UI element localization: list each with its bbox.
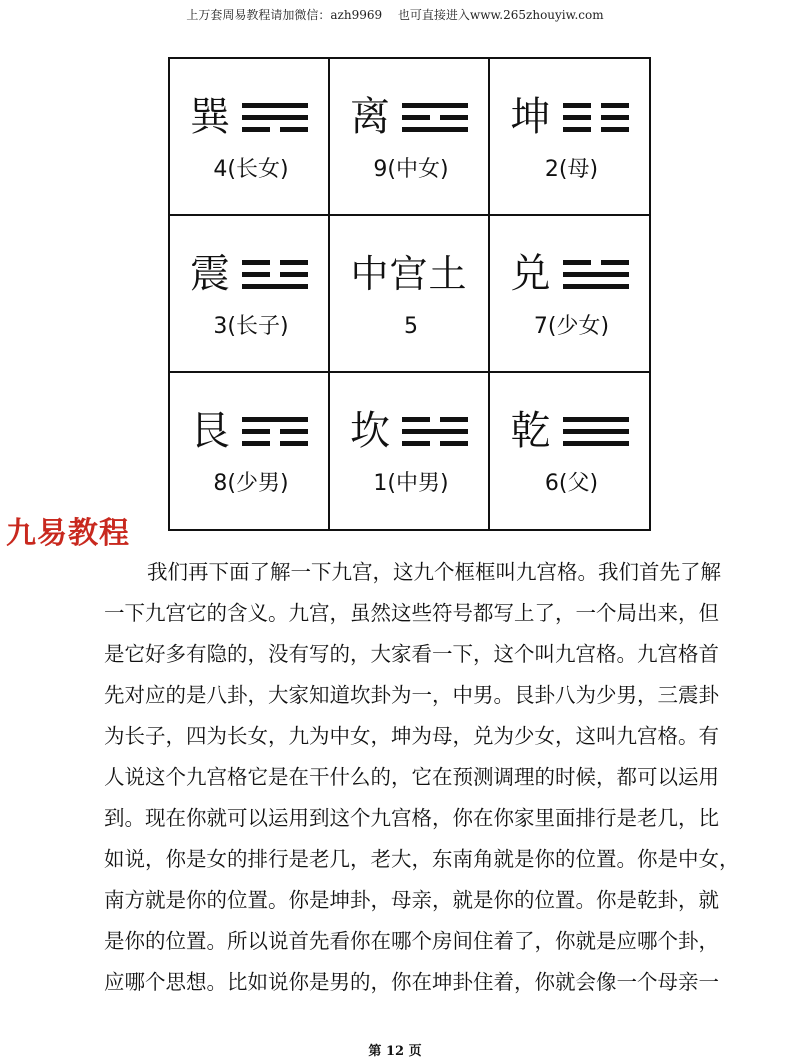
trigram-name: 艮	[190, 408, 230, 454]
palace-number-label: 4(长女)	[213, 157, 289, 182]
trigram-name: 坤	[510, 94, 551, 140]
palace-cell	[490, 59, 649, 216]
palace-cell	[170, 373, 330, 529]
palace-number-label: 3(长子)	[213, 314, 289, 339]
palace-number-label: 1(中男)	[373, 471, 449, 496]
yin-line	[402, 417, 468, 422]
yang-line	[402, 429, 468, 434]
body-line: 到。现在你就可以运用到这个九宫格，你在你家里面排行是老几，比	[104, 806, 719, 830]
yang-line	[242, 284, 308, 289]
yin-line	[242, 260, 308, 265]
trigram-symbol-icon	[242, 260, 308, 289]
center-palace-name: 中宫土	[350, 252, 468, 296]
palace-cell	[330, 373, 490, 529]
palace-number-label: 6(父)	[544, 471, 599, 496]
palace-cell	[490, 373, 649, 529]
body-line: 我们再下面了解一下九宫，这九个框框叫九宫格。我们首先了解	[147, 560, 721, 584]
yang-line	[402, 127, 468, 132]
trigram-name: 离	[350, 94, 390, 140]
trigram-symbol-icon	[563, 260, 629, 289]
yang-line	[242, 115, 308, 120]
palace-cell-center	[330, 216, 490, 373]
body-paragraph	[104, 552, 740, 1003]
yin-line	[402, 441, 468, 446]
nine-palace-grid	[168, 57, 651, 531]
yang-line	[563, 417, 629, 422]
yang-line	[563, 429, 629, 434]
yang-line	[563, 272, 629, 277]
palace-cell	[330, 59, 490, 216]
palace-number-label: 8(少男)	[213, 471, 289, 496]
yin-line	[242, 127, 308, 132]
palace-number-label: 2(母)	[544, 157, 599, 182]
trigram-symbol-icon	[242, 103, 308, 132]
body-line: 人说这个九宫格它是在干什么的，它在预测调理的时候，都可以运用	[104, 765, 719, 789]
yang-line	[242, 103, 308, 108]
body-line: 一下九宫它的含义。九宫，虽然这些符号都写上了，一个局出来，但	[104, 601, 719, 625]
trigram-name: 震	[190, 251, 230, 297]
yin-line	[242, 429, 308, 434]
yin-line	[563, 127, 629, 132]
yin-line	[402, 115, 468, 120]
yin-line	[563, 260, 629, 265]
palace-number-label: 7(少女)	[533, 314, 610, 339]
body-line: 先对应的是八卦，大家知道坎卦为一，中男。艮卦八为少男，三震卦	[104, 683, 719, 707]
body-line: 为长子，四为长女，九为中女，坤为母，兑为少女，这叫九宫格。有	[104, 724, 719, 748]
yang-line	[563, 441, 629, 446]
yin-line	[242, 272, 308, 277]
yin-line	[563, 103, 629, 108]
body-line: 南方就是你的位置。你是坤卦，母亲，就是你的位置。你是乾卦，就	[104, 888, 719, 912]
trigram-symbol-icon	[242, 417, 308, 446]
watermark-logo: 九易教程	[6, 516, 130, 551]
palace-cell	[490, 216, 649, 373]
trigram-name: 乾	[510, 408, 551, 454]
yin-line	[563, 115, 629, 120]
body-line: 应哪个思想。比如说你是男的，你在坤卦住着，你就会像一个母亲一	[104, 970, 719, 994]
palace-cell	[170, 59, 330, 216]
palace-number-label: 9(中女)	[373, 157, 449, 182]
trigram-name: 兑	[510, 251, 551, 297]
trigram-symbol-icon	[402, 417, 468, 446]
palace-cell	[170, 216, 330, 373]
body-line: 是它好多有隐的，没有写的，大家看一下，这个叫九宫格。九宫格首	[104, 642, 719, 666]
trigram-symbol-icon	[402, 103, 468, 132]
trigram-symbol-icon	[563, 103, 629, 132]
trigram-name: 坎	[350, 408, 390, 454]
body-line: 是你的位置。所以说首先看你在哪个房间住着了，你就是应哪个卦，	[104, 929, 719, 953]
yang-line	[402, 103, 468, 108]
yang-line	[563, 284, 629, 289]
yin-line	[242, 441, 308, 446]
palace-number-label: 5	[404, 314, 418, 339]
page-number: 第 12 页	[368, 1044, 422, 1059]
body-line: 如说，你是女的排行是老几，老大，东南角就是你的位置。你是中女，	[104, 847, 740, 871]
yang-line	[242, 417, 308, 422]
trigram-name: 巽	[190, 94, 230, 140]
page-header: 上万套周易教程请加微信：azh9969 也可直接进入www.265zhouyiw.com	[186, 8, 604, 22]
trigram-symbol-icon	[563, 417, 629, 446]
